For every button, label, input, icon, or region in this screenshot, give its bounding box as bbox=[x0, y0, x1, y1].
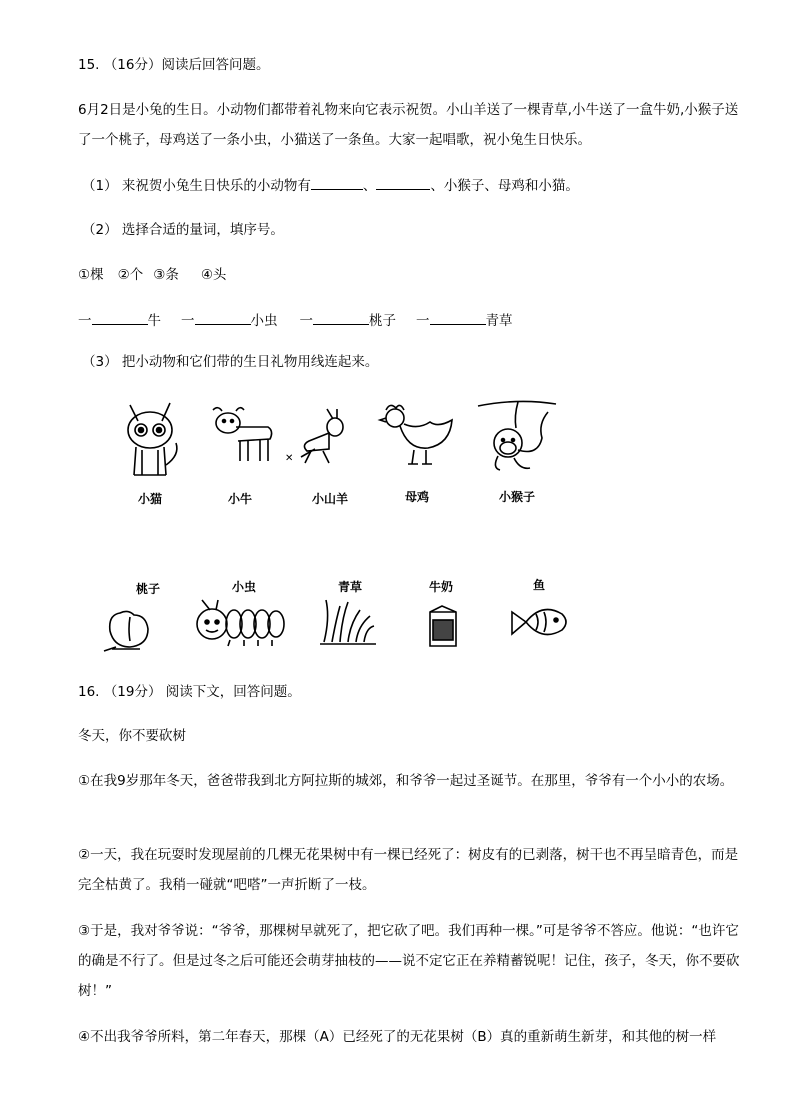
q16-paragraph: ②一天，我在玩耍时发现屋前的几棵无花果树中有一棵已经死了：树皮有的已剥落，树干也不再呈暗青色，而是完全枯黄了。我稍一碰就“吧嗒”一声折断了一枝。 bbox=[78, 847, 739, 893]
q16-header: 16. （19分） 阅读下文，回答问题。 bbox=[78, 684, 301, 700]
grass-icon[interactable] bbox=[320, 598, 380, 648]
fill-prefix: 一 bbox=[416, 313, 430, 329]
q15-header: 15. （16分）阅读后回答问题。 bbox=[78, 57, 270, 73]
answer-blank[interactable] bbox=[92, 310, 148, 325]
fill-prefix: 一 bbox=[78, 313, 92, 329]
animal-label: 小牛 bbox=[227, 492, 252, 506]
answer-blank[interactable] bbox=[195, 310, 251, 325]
fill-word: 小虫 bbox=[250, 313, 278, 329]
gift-label: 鱼 bbox=[532, 578, 545, 592]
q16-title: 冬天，你不要砍树 bbox=[78, 728, 186, 744]
q15-sub2-title: （2） 选择合适的量词，填序号。 bbox=[82, 222, 284, 238]
gift-label: 青草 bbox=[337, 580, 362, 594]
animal-label: 小猫 bbox=[137, 492, 162, 506]
answer-blank[interactable] bbox=[313, 310, 369, 325]
q16-paragraph: ④不出我爷爷所料，第二年春天，那棵（A）已经死了的无花果树（B）真的重新萌生新芽，和其他的树一样 bbox=[78, 1029, 717, 1045]
milk-icon[interactable] bbox=[426, 604, 460, 648]
gift-label: 桃子 bbox=[135, 582, 160, 596]
fish-icon[interactable] bbox=[510, 600, 572, 646]
q15-fill-row bbox=[78, 310, 513, 331]
option-1: ①棵 bbox=[78, 267, 104, 283]
monkey-icon[interactable] bbox=[478, 398, 558, 478]
goat-icon[interactable] bbox=[285, 405, 355, 467]
bug-icon[interactable] bbox=[192, 598, 292, 648]
q15-options bbox=[78, 265, 226, 285]
animal-label: 小猴子 bbox=[498, 490, 535, 504]
animal-label: 小山羊 bbox=[311, 492, 348, 506]
cat-icon[interactable] bbox=[120, 395, 180, 480]
q16-paragraph: ①在我9岁那年冬天，爸爸带我到北方阿拉斯的城郊，和爷爷一起过圣诞节。在那里，爷爷有一个小小的农场。 bbox=[78, 773, 734, 789]
hen-icon[interactable] bbox=[378, 400, 458, 470]
q15-sub1-suffix: 、小猴子、母鸡和小猫。 bbox=[430, 178, 579, 194]
option-4: ④头 bbox=[200, 267, 227, 283]
calf-icon[interactable] bbox=[208, 405, 278, 465]
fill-prefix: 一 bbox=[181, 313, 195, 329]
gift-label: 牛奶 bbox=[428, 580, 453, 594]
q15-sub3-title: （3） 把小动物和它们带的生日礼物用线连起来。 bbox=[82, 354, 379, 370]
answer-blank[interactable] bbox=[430, 310, 486, 325]
answer-blank[interactable] bbox=[311, 175, 363, 190]
fill-word: 桃子 bbox=[369, 313, 396, 329]
answer-blank[interactable] bbox=[376, 175, 430, 190]
option-2: ②个 bbox=[117, 267, 144, 283]
fill-word: 牛 bbox=[147, 313, 161, 329]
svg-text:✕: ✕ bbox=[285, 453, 294, 464]
q16-paragraph: ③于是，我对爷爷说：“爷爷，那棵树早就死了，把它砍了吧。我们再种一棵。”可是爷爷不答应。他说：“也许它的确是不行了。但是过冬之后可能还会萌芽抽枝的——说不定它正在养精蓄锐呢！记住，孩子，冬天，你不要砍树！” bbox=[78, 923, 740, 999]
q15-sub1-prefix: （1） 来祝贺小兔生日快乐的小动物有 bbox=[82, 178, 311, 194]
fill-prefix: 一 bbox=[299, 313, 313, 329]
fill-word: 青草 bbox=[485, 313, 513, 329]
peach-icon[interactable] bbox=[100, 605, 160, 655]
q15-passage: 6月2日是小兔的生日。小动物们都带着礼物来向它表示祝贺。小山羊送了一棵青草,小牛送了一盒牛奶,小猴子送了一个桃子，母鸡送了一条小虫，小猫送了一条鱼。大家一起唱歌，祝小兔生日快乐。 bbox=[78, 102, 739, 148]
option-3: ③条 bbox=[153, 267, 179, 283]
gift-label: 小虫 bbox=[231, 580, 256, 594]
q15-sub1-sep: 、 bbox=[362, 178, 377, 194]
q15-sub1 bbox=[82, 175, 579, 196]
animal-label: 母鸡 bbox=[404, 490, 429, 504]
